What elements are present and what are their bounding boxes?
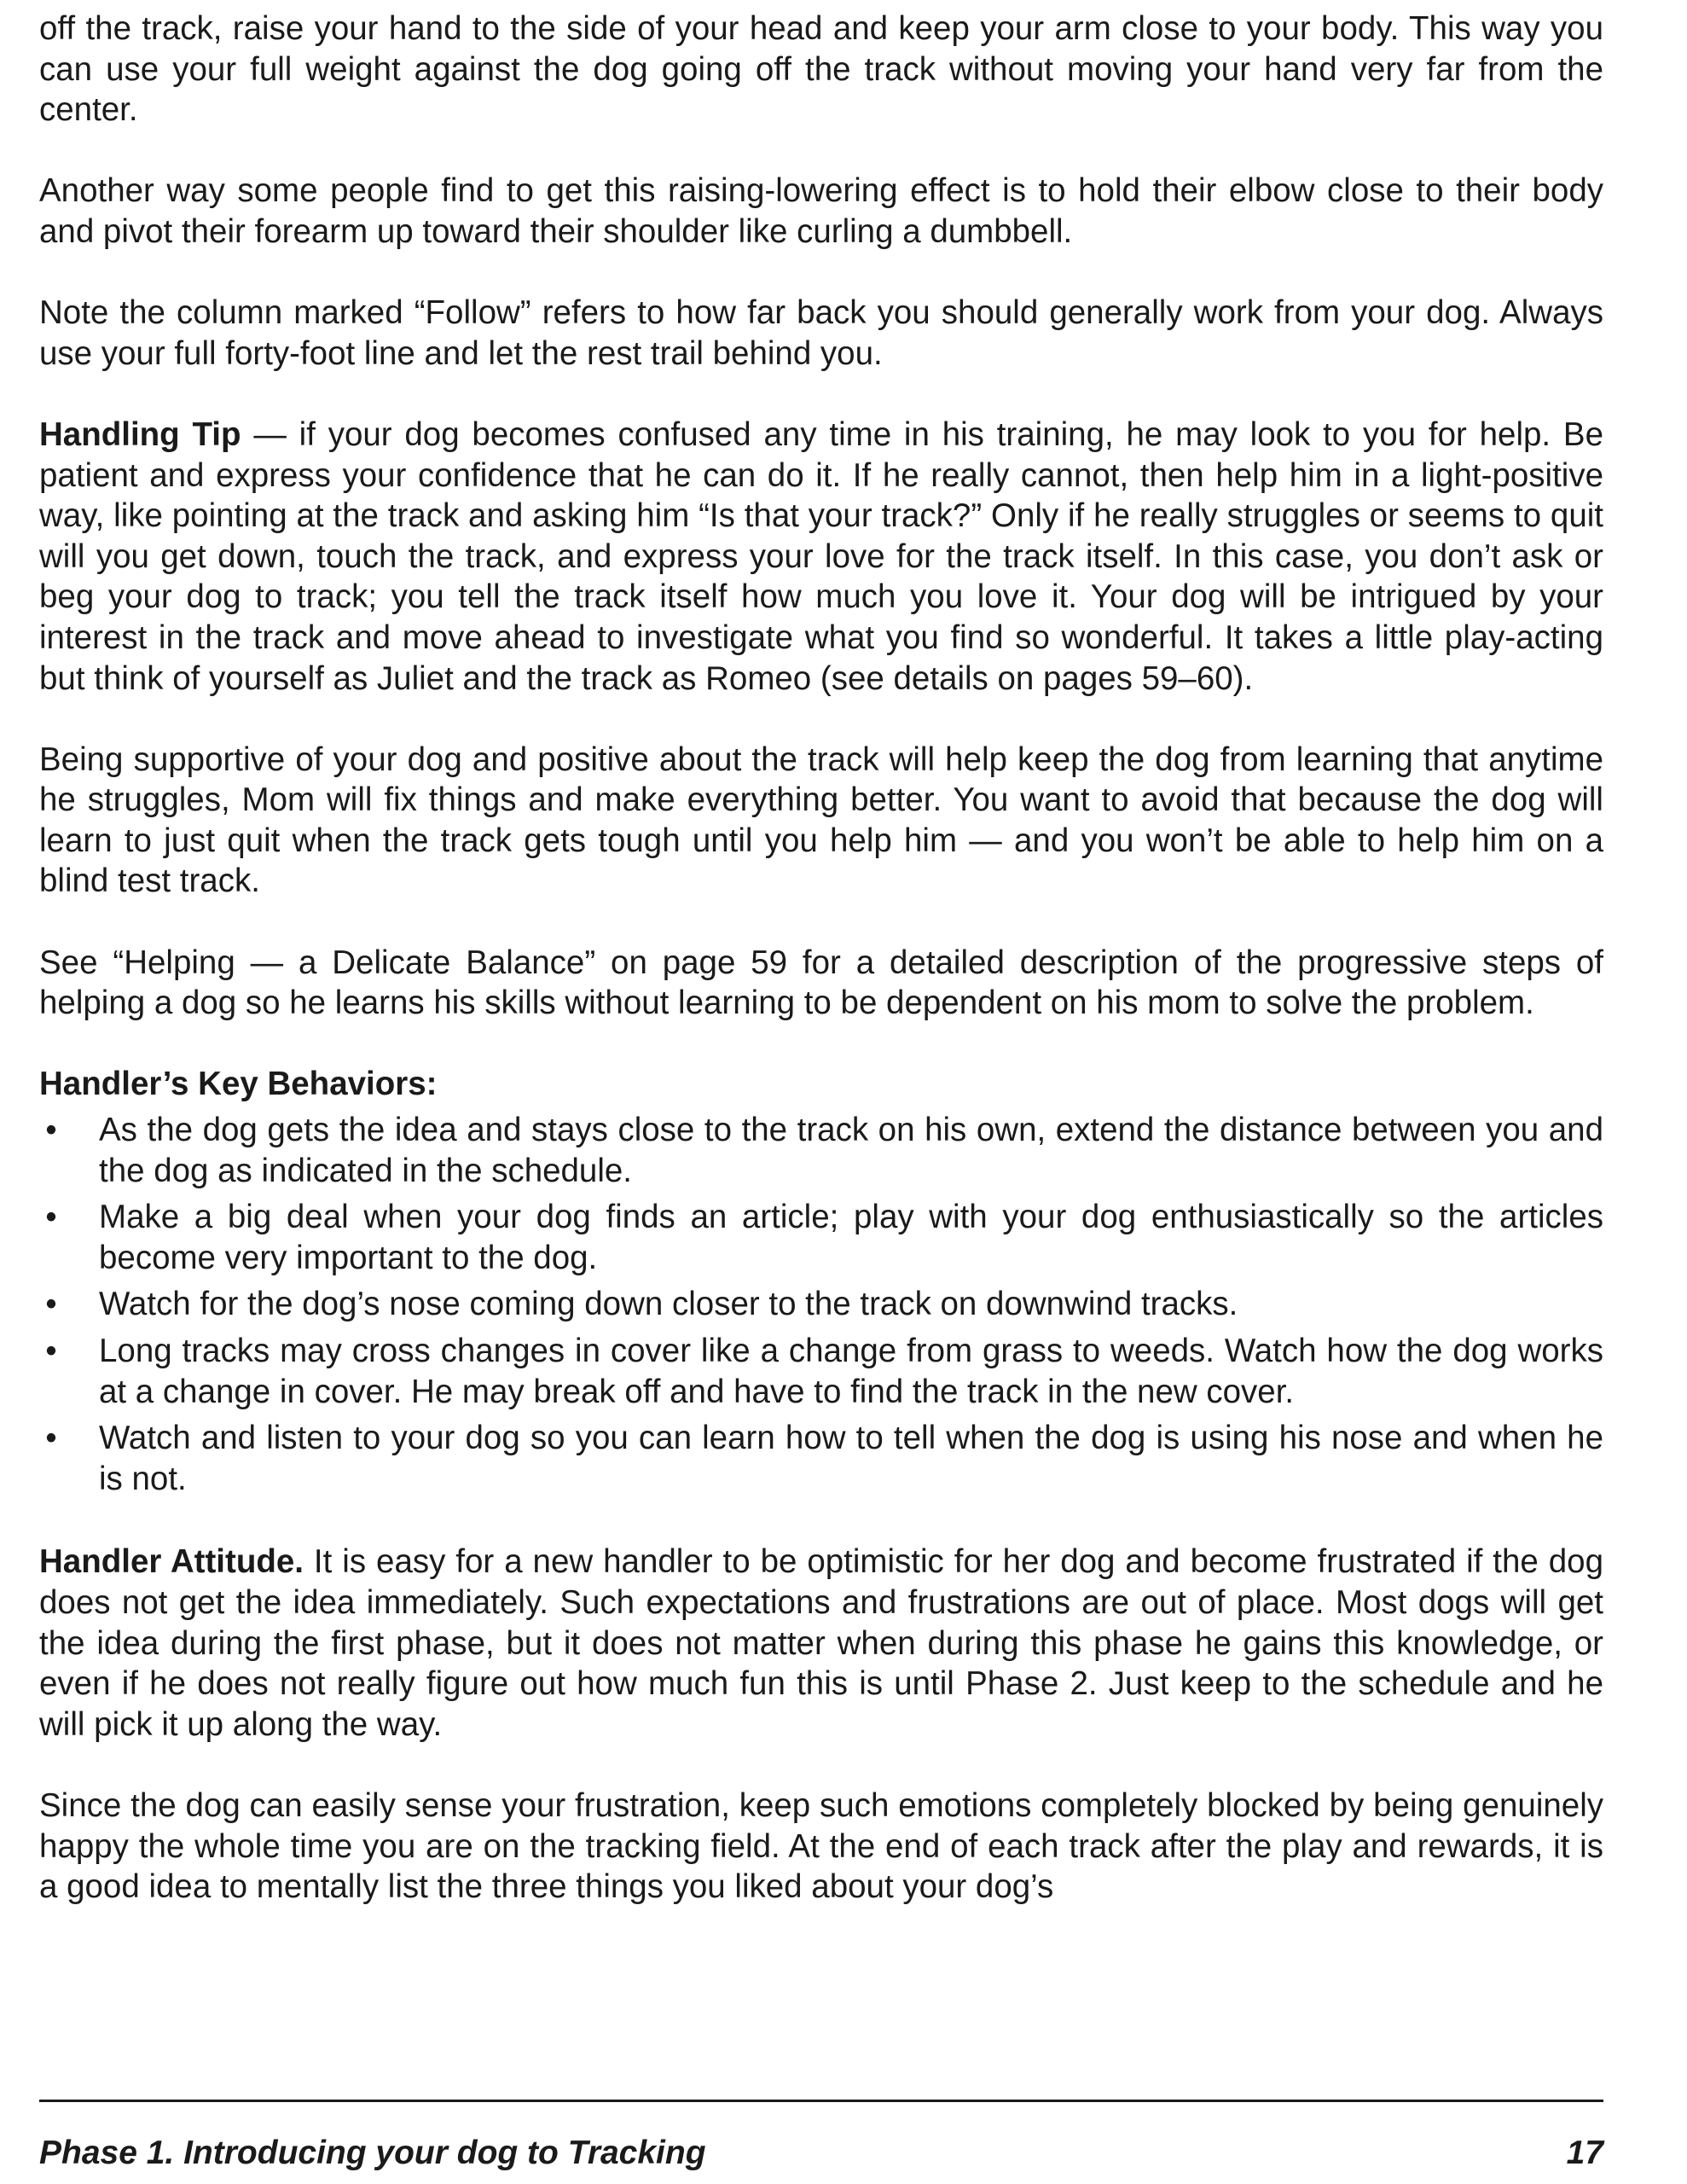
key-behaviors-list (39, 1110, 1603, 1499)
page-footer (39, 2133, 1603, 2174)
handler-attitude-label: Handler Attitude. (39, 1543, 304, 1581)
key-behaviors-heading: Handler’s Key Behaviors: (39, 1066, 438, 1103)
list-item (39, 1331, 1603, 1412)
handling-tip-label: Handling Tip (39, 415, 241, 453)
paragraph-handler-attitude (39, 1542, 1603, 1745)
bullet-icon: • (45, 1199, 57, 1236)
bullet-icon: • (45, 1112, 57, 1149)
list-item (39, 1197, 1603, 1278)
list-item-text: Watch and listen to your dog so you can learn how to tell when the dog is using his nose and when he is not. (99, 1420, 1603, 1497)
page-body (39, 9, 1603, 1948)
list-item (39, 1110, 1603, 1191)
footer-chapter-title: Phase 1. Introducing your dog to Tracking (39, 2135, 706, 2171)
paragraph-follow-column: Note the column marked “Follow” refers to how far back you should generally work from your dog. Always use your full forty-foot line and let the rest trail behind you. (39, 294, 1603, 372)
list-item-text: Watch for the dog’s nose coming down closer to the track on downwind tracks. (99, 1286, 1238, 1323)
paragraph-frustration: Since the dog can easily sense your frustration, keep such emotions completely blocked by being genuinely happy the whole time you are on the tracking field. At the end of each track after the play and rewards, it is a good idea to mentally list the three things you liked about your dog’s (39, 1786, 1603, 1906)
page-number: 17 (1566, 2135, 1603, 2171)
bullet-icon: • (45, 1333, 57, 1369)
footer-divider (39, 2100, 1603, 2102)
list-item-text: Long tracks may cross changes in cover like a change from grass to weeds. Watch how the dog works at a change in cover. He may break off and have to find the track in the new cover. (99, 1333, 1603, 1410)
handler-attitude-text: It is easy for a new handler to be optimistic for her dog and become frustrated if the dog does not get the idea immediately. Such expectations and frustrations are out of place. Most dogs will get the idea during the first phase, but it does not matter when during this phase he gains this knowledge, or even if he does not really figure out how much fun this is until Phase 2. Just keep to the schedule and he will pick it up along the way. (39, 1543, 1604, 1743)
paragraph-elbow-pivot: Another way some people find to get this raising-lowering effect is to hold their elbow close to their body and pivot their forearm up toward their shoulder like curling a dumbbell. (39, 172, 1603, 250)
paragraph-continued: off the track, raise your hand to the side of your head and keep your arm close to your body. This way you can use your full weight against the dog going off the track without moving your hand very far from the center. (39, 10, 1603, 129)
list-item-text: As the dog gets the idea and stays close to the track on his own, extend the distance between you and the dog as indicated in the schedule. (99, 1112, 1603, 1189)
list-item-text: Make a big deal when your dog finds an article; play with your dog enthusiastically so the articles become very important to the dog. (99, 1199, 1603, 1276)
list-item (39, 1418, 1603, 1499)
handling-tip-text: — if your dog becomes confused any time in his training, he may look to you for help. Be patient and express your confidence that he can do it. If he really cannot, then help him in a light-positive way, like pointing at the track and asking him “Is that your track?” Only if he really struggles or seems to quit will you get down, touch the track, and express your love for the track itself. In this case, you don’t ask or beg your dog to track; you tell the track itself how much you love it. Your dog will be intrigued by your interest in the track and move ahead to investigate what you find so wonderful. It takes a little play-acting but think of yourself as Juliet and the track as Romeo (see details on pages 59–60). (39, 415, 1603, 697)
paragraph-helping-reference: See “Helping — a Delicate Balance” on page 59 for a detailed description of the progressive steps of helping a dog so he learns his skills without learning to be dependent on his mom to solve the problem. (39, 944, 1603, 1022)
bullet-icon: • (45, 1286, 57, 1323)
list-item (39, 1284, 1603, 1325)
paragraph-supportive: Being supportive of your dog and positive about the track will help keep the dog from learning that anytime he struggles, Mom will fix things and make everything better. You want to avoid that because the dog will learn to just quit when the track gets tough until you help him — and you won’t be able to help him on a blind test track. (39, 741, 1603, 900)
paragraph-handling-tip (39, 415, 1603, 699)
bullet-icon: • (45, 1420, 57, 1457)
